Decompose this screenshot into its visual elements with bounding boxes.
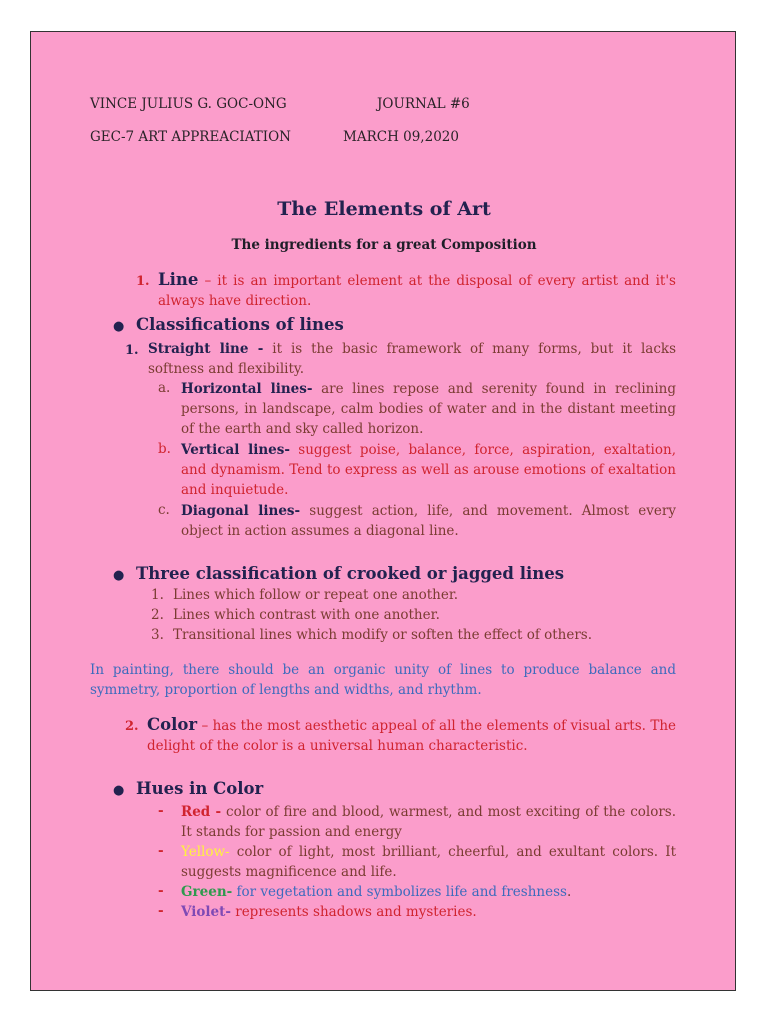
crooked-item: Transitional lines which modify or soften the effect of others.: [173, 627, 593, 643]
horizontal-letter: a.: [158, 380, 171, 396]
dash-icon: -: [158, 803, 164, 819]
painting-note: In painting, there should be an organic unity of lines to produce balance and symmetry, proportion of lengths and widths, and rhythm.: [90, 662, 676, 698]
line-definition: [158, 270, 676, 311]
horizontal-definition: [181, 379, 676, 439]
crooked-number: 1.: [151, 587, 164, 603]
crooked-number: 2.: [151, 607, 164, 623]
dash-icon: -: [158, 843, 164, 859]
crooked-number: 3.: [151, 627, 164, 643]
color-text: – has the most aesthetic appeal of all the elements of visual arts. The delight of the color is a universal human characteristic.: [147, 718, 677, 754]
straight-line-definition: [148, 339, 676, 379]
color-term: Color: [147, 715, 198, 734]
page-subtitle: The ingredients for a great Composition: [231, 237, 537, 253]
violet-term: Violet-: [181, 904, 231, 920]
page-title: The Elements of Art: [277, 198, 491, 220]
vertical-definition: [181, 440, 676, 500]
red-term: Red -: [181, 804, 222, 820]
straight-number: 1.: [125, 343, 139, 358]
vertical-term: Vertical lines-: [181, 442, 290, 458]
journal-number: JOURNAL #6: [377, 96, 470, 112]
green-text: for vegetation and symbolizes life and freshness: [236, 884, 567, 900]
red-text: color of fire and blood, warmest, and most exciting of the colors. It stands for passion and energy: [181, 804, 677, 840]
crooked-item: Lines which follow or repeat one another.: [173, 587, 459, 603]
classifications-heading: Classifications of lines: [136, 315, 344, 334]
dash-icon: -: [158, 883, 164, 899]
straight-term: Straight line -: [148, 341, 264, 357]
horizontal-term: Horizontal lines-: [181, 381, 313, 397]
color-number: 2.: [125, 719, 139, 734]
hue-violet: [181, 902, 676, 922]
course-name: GEC-7 ART APPREACIATION: [90, 129, 291, 145]
hue-green: [181, 882, 676, 902]
diagonal-term: Diagonal lines-: [181, 503, 301, 519]
dash-icon: -: [158, 903, 164, 919]
crooked-heading: Three classification of crooked or jagged lines: [136, 564, 565, 583]
line-text: – it is an important element at the disposal of every artist and it's always have direction.: [158, 273, 676, 309]
vertical-letter: b.: [158, 441, 171, 457]
hue-yellow: [181, 842, 676, 882]
bullet-icon: ●: [113, 783, 125, 798]
author-name: VINCE JULIUS G. GOC-ONG: [90, 96, 287, 112]
straight-text: it is the basic framework of many forms, but it lacks softness and flexibility.: [148, 341, 677, 377]
violet-text: represents shadows and mysteries.: [235, 904, 477, 920]
diagonal-text: suggest action, life, and movement. Almost every object in action assumes a diagonal line.: [181, 503, 676, 539]
document-page: [30, 31, 736, 991]
crooked-item: Lines which contrast with one another.: [173, 607, 440, 623]
line-term: Line: [158, 270, 199, 289]
vertical-text: suggest poise, balance, force, aspiration, exaltation, and dynamism. Tend to express as well as arouse emotions of exaltation and inquietude.: [181, 442, 676, 498]
bullet-icon: ●: [113, 568, 125, 583]
line-number: 1.: [136, 274, 150, 289]
green-term: Green-: [181, 884, 233, 900]
yellow-term: Yellow-: [181, 844, 230, 860]
color-definition: [147, 715, 676, 756]
hue-red: [181, 802, 676, 842]
diagonal-letter: c.: [158, 502, 170, 518]
hues-heading: Hues in Color: [136, 779, 264, 798]
journal-date: MARCH 09,2020: [343, 129, 459, 145]
yellow-text: color of light, most brilliant, cheerful, and exultant colors. It suggests magnificence and life.: [181, 844, 677, 880]
diagonal-definition: [181, 501, 676, 541]
green-period: .: [566, 884, 572, 900]
bullet-icon: ●: [113, 319, 125, 334]
horizontal-text: are lines repose and serenity found in reclining persons, in landscape, calm bodies of water and in the distant meeting of the earth and sky called horizon.: [181, 381, 676, 437]
